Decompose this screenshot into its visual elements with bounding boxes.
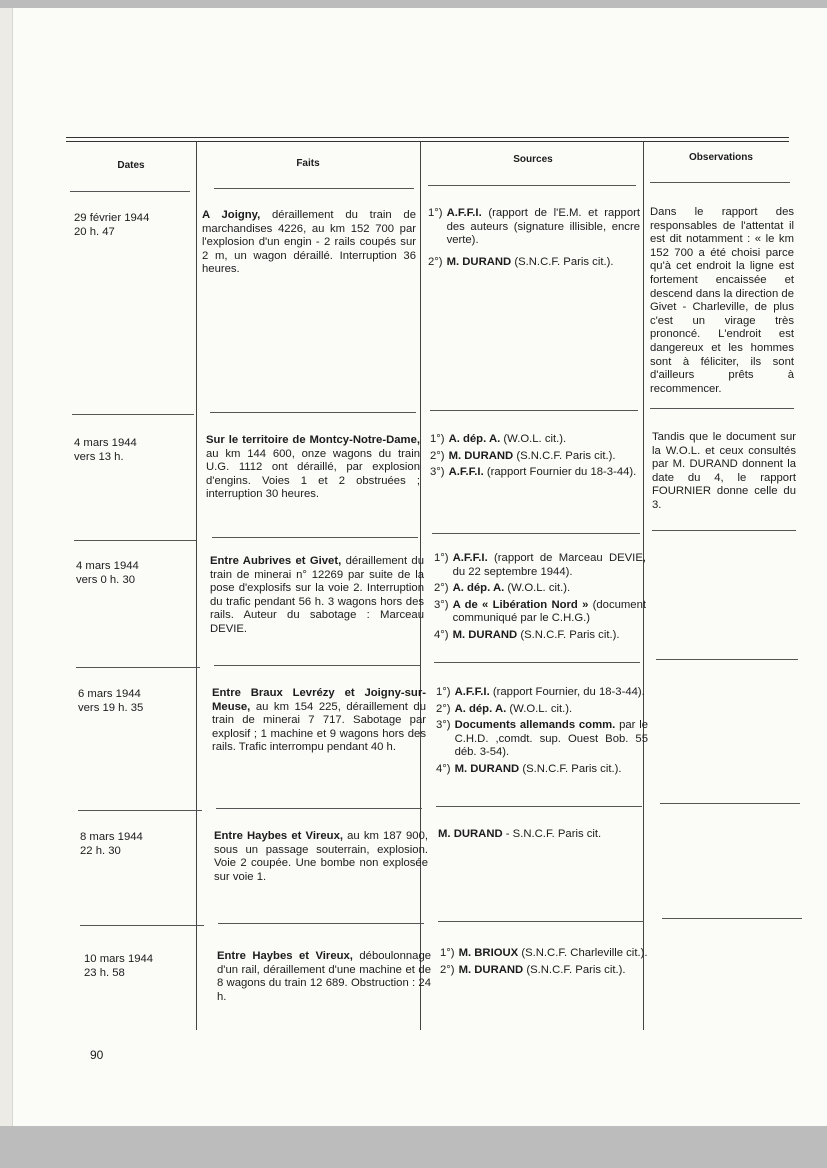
row-separator <box>74 540 196 541</box>
row-separator <box>80 925 204 926</box>
row-separator <box>214 665 420 666</box>
row-2-sources <box>430 433 642 488</box>
page-number: 90 <box>90 1048 104 1062</box>
row-separator <box>78 810 202 811</box>
row-separator <box>660 803 800 804</box>
header-faits: Faits <box>296 158 320 169</box>
source-entry: 2°) A. dép. A. (W.O.L. cit.). <box>436 702 573 715</box>
row-6-fait: Entre Haybes et Vireux, déboulonnage d'un rail, déraillement d'une machine et de 8 wagons du train 12 689. Obstruction : 24 h. <box>217 950 432 1003</box>
row-separator <box>72 414 194 415</box>
row-separator <box>428 185 636 186</box>
row-4-fait: Entre Braux Levrézy et Joigny-sur-Meuse, au km 154 225, déraillement du train de minerai 7 717. Sabotage par explosif ; 1 machine et 9 wagons hors des rails. Trafic interrompu pendant 40 h. <box>212 687 426 754</box>
row-6-sources <box>440 947 652 985</box>
row-3-date: 4 mars 1944 vers 0 h. 30 <box>76 560 139 586</box>
row-separator <box>652 530 796 531</box>
row-separator <box>656 659 798 660</box>
row-1-date: 29 février 1944 20 h. 47 <box>74 212 150 238</box>
row-separator <box>436 806 642 807</box>
source-entry: 4°) M. DURAND (S.N.C.F. Paris cit.). <box>434 628 620 641</box>
row-separator <box>430 410 638 411</box>
row-separator <box>650 408 794 409</box>
row-separator <box>210 412 416 413</box>
row-separator <box>70 191 190 192</box>
row-separator <box>214 188 414 189</box>
row-6-date: 10 mars 1944 23 h. 58 <box>84 953 154 979</box>
row-separator <box>432 533 640 534</box>
source-entry: 2°) A. dép. A. (W.O.L. cit.). <box>434 582 571 595</box>
source-entry: 3°) Documents allemands comm. par le C.H.D. ,comdt. sup. Ouest Bob. 55 déb. 3-54). <box>436 719 648 759</box>
row-1-sources <box>428 207 640 277</box>
source-entry: 1°) A.F.F.I. (rapport de Marceau DEVIE, du 22 septembre 1944). <box>434 552 646 578</box>
row-2-date: 4 mars 1944 vers 13 h. <box>74 437 137 463</box>
table-top-rule <box>66 141 789 142</box>
row-1-fait: A Joigny, déraillement du train de marchandises 4226, au km 152 700 par l'explosion d'un engin - 2 rails coupés sur 2 m, un wagon déraillé. Interruption 36 heures. <box>202 209 416 276</box>
header-observations: Observations <box>689 152 753 163</box>
row-separator <box>438 921 644 922</box>
header-dates: Dates <box>117 160 145 171</box>
row-5-fait: Entre Haybes et Vireux, au km 187 900, sous un passage souterrain, explosion. Voie 2 coupée. Une bombe non explosée sur voie 1. <box>214 830 429 883</box>
row-3-sources <box>434 552 646 651</box>
column-divider <box>196 142 197 1030</box>
row-separator <box>662 918 802 919</box>
row-5-date: 8 mars 1944 22 h. 30 <box>80 831 143 857</box>
row-4-date: 6 mars 1944 vers 19 h. 35 <box>78 688 144 714</box>
table-top-rule <box>66 137 789 138</box>
source-entry: 1°) A. dép. A. (W.O.L. cit.). <box>430 433 567 445</box>
row-2-fait: Sur le territoire de Montcy-Notre-Dame, au km 144 600, onze wagons du train U.G. 1112 ont déraillé, par explosion d'engins. Voies 1 et 2 obstruées ; interruption 30 heures. <box>206 434 420 501</box>
source-entry: 2°) M. DURAND (S.N.C.F. Paris cit.). <box>428 255 614 268</box>
row-separator <box>650 182 790 183</box>
row-separator <box>212 537 418 538</box>
row-separator <box>76 667 200 668</box>
source-entry: 1°) A.F.F.I. (rapport Fournier, du 18-3-44). <box>436 686 645 698</box>
source-entry: 1°) A.F.F.I. (rapport de l'E.M. et rapport des auteurs (signature illisible, encre verte). <box>428 207 640 247</box>
source-entry: 1°) M. BRIOUX (S.N.C.F. Charleville cit.). <box>440 947 648 959</box>
source-entry: 3°) A de « Libération Nord » (document communiqué par le C.H.G.) <box>434 598 647 625</box>
page-binding-edge <box>0 8 13 1126</box>
row-2-observation: Tandis que le document sur la W.O.L. et ceux consultés par M. DURAND donnent la date du 4, le rapport FOURNIER donne celle du 3. <box>652 431 796 511</box>
row-separator <box>434 662 640 663</box>
source-entry: 4°) M. DURAND (S.N.C.F. Paris cit.). <box>436 762 622 775</box>
source-entry: M. DURAND - S.N.C.F. Paris cit. <box>438 828 602 840</box>
row-4-sources <box>436 686 648 785</box>
header-sources: Sources <box>513 154 553 165</box>
row-1-observation: Dans le rapport des responsables de l'attentat il est dit notamment : « le km 152 700 a été choisi parce qu'à cet endroit la ligne est fortement encaissée et descend dans la direction de Givet - Charleville, de plus c'est un virage très prononcé. L'endroit est dangereux et les hommes sont à féliciter, ils sont d'ailleurs prêts à recommencer. <box>650 206 794 395</box>
source-entry: 2°) M. DURAND (S.N.C.F. Paris cit.). <box>430 449 616 462</box>
row-5-sources <box>438 828 650 850</box>
row-separator <box>218 923 424 924</box>
row-3-fait: Entre Aubrives et Givet, déraillement du train de minerai n° 12269 par suite de la pose d'explosifs sur la voie 2. Interruption du trafic pendant 56 h. 3 wagons hors des rails. Auteur du sabotage : Marceau DEVIE. <box>210 555 424 635</box>
source-entry: 3°) A.F.F.I. (rapport Fournier du 18-3-44). <box>430 466 637 479</box>
row-separator <box>216 808 422 809</box>
source-entry: 2°) M. DURAND (S.N.C.F. Paris cit.). <box>440 963 626 976</box>
